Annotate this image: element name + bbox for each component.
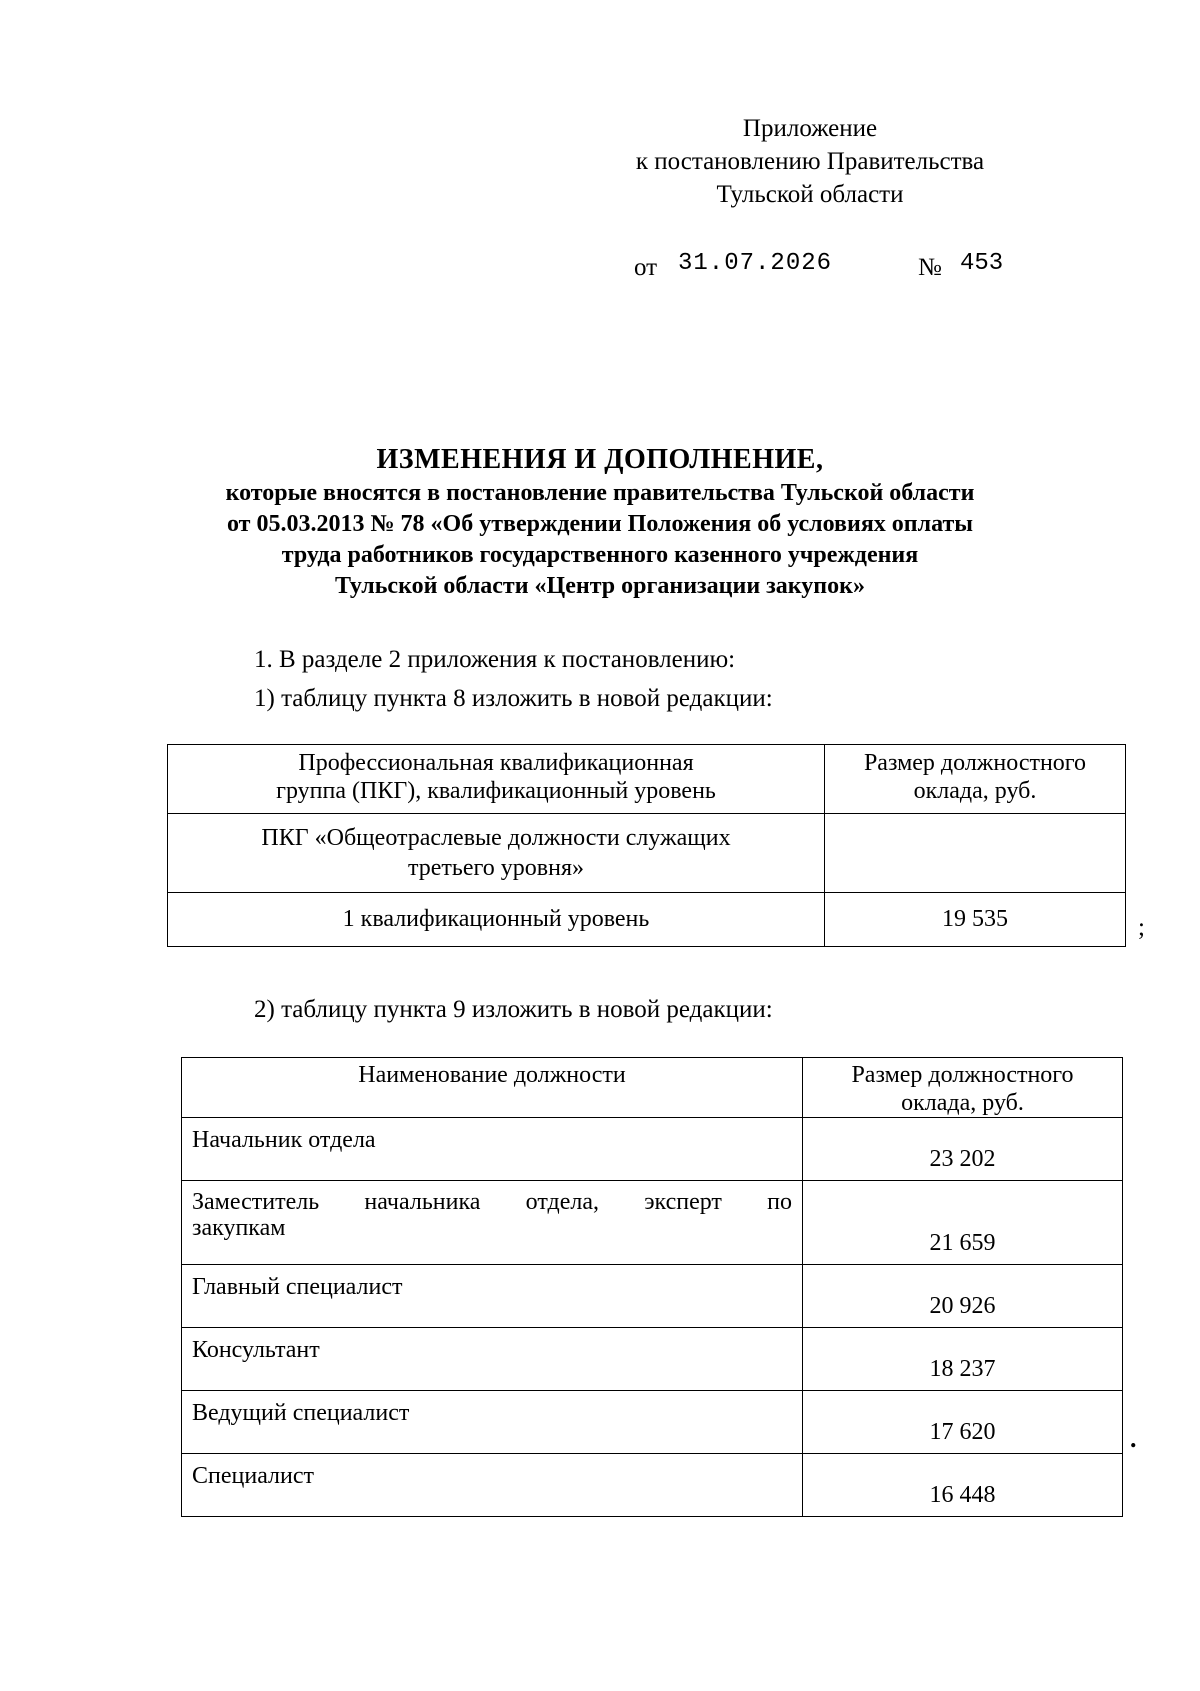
document-title: ИЗМЕНЕНИЯ И ДОПОЛНЕНИЕ, [376,444,824,475]
empty-cell [825,814,1126,893]
salary-value-cell: 19 535 [825,893,1126,947]
appendix-label: Приложение [742,115,878,142]
subtitle-line: от 05.03.2013 № 78 «Об утверждении Положения об условиях оплаты [226,511,974,537]
header-text: группа (ПКГ), квалификационный уровень [276,778,716,804]
header-cell-group [168,745,825,814]
position-name: Консультант [182,1328,803,1391]
position-name: Начальник отдела [182,1118,803,1181]
table-row [182,1454,1123,1517]
header-text: Размер должностного [851,1062,1074,1088]
table-row [182,1181,1123,1265]
position-name-line: Заместитель начальника отдела, эксперт по [192,1189,792,1215]
salary-value: 23 202 [803,1118,1123,1181]
position-name: Специалист [182,1454,803,1517]
document-date: 31.07.2026 [678,250,833,277]
document-number: 453 [960,250,1004,277]
group-name-text: ПКГ «Общеотраслевые должности служащих [261,825,731,851]
paragraph-1: 1. В разделе 2 приложения к постановлению: [254,646,736,673]
header-text: оклада, руб. [913,778,1037,804]
table2-trailing-period: . [1130,1424,1137,1453]
salary-value: 21 659 [803,1181,1123,1265]
group-name-text: третьего уровня» [408,855,584,881]
salary-value: 20 926 [803,1265,1123,1328]
salary-table-pkg [167,744,1126,947]
number-sign: № [918,254,942,281]
document-date-number [634,250,1054,286]
salary-value: 17 620 [803,1391,1123,1454]
paragraph-1-1: 1) таблицу пункта 8 изложить в новой редакции: [254,685,773,712]
table1-trailing-semicolon: ; [1138,914,1145,941]
header-text: Профессиональная квалификационная [298,750,694,776]
subtitle-line: труда работников государственного казенного учреждения [281,542,919,568]
table-row [182,1391,1123,1454]
table-row [182,1118,1123,1181]
position-name [182,1181,803,1265]
table-row [168,814,1126,893]
position-name: Главный специалист [182,1265,803,1328]
paragraph-1-2: 2) таблицу пункта 9 изложить в новой редакции: [254,996,773,1023]
table-header-row [182,1058,1123,1118]
salary-value: 16 448 [803,1454,1123,1517]
salary-value: 18 237 [803,1328,1123,1391]
header-cell-salary [803,1058,1123,1118]
appendix-ref-line: к постановлению Правительства [635,148,985,175]
table-row [182,1328,1123,1391]
level-name-cell: 1 квалификационный уровень [168,893,825,947]
header-text: оклада, руб. [901,1090,1024,1116]
table-row [182,1265,1123,1328]
header-text: Размер должностного [863,750,1087,776]
position-name-line: закупкам [192,1215,286,1241]
table-header-row [168,745,1126,814]
date-prefix: от [634,254,658,281]
position-name: Ведущий специалист [182,1391,803,1454]
header-cell-salary [825,745,1126,814]
subtitle-line: Тульской области «Центр организации закупок» [335,573,865,599]
document-subtitle [160,478,1040,602]
subtitle-line: которые вносятся в постановление правительства Тульской области [225,480,975,506]
appendix-region-line: Тульской области [716,181,904,208]
group-name-cell [168,814,825,893]
header-cell-position: Наименование должности [182,1058,803,1118]
table-row [168,893,1126,947]
salary-table-positions [181,1057,1123,1517]
